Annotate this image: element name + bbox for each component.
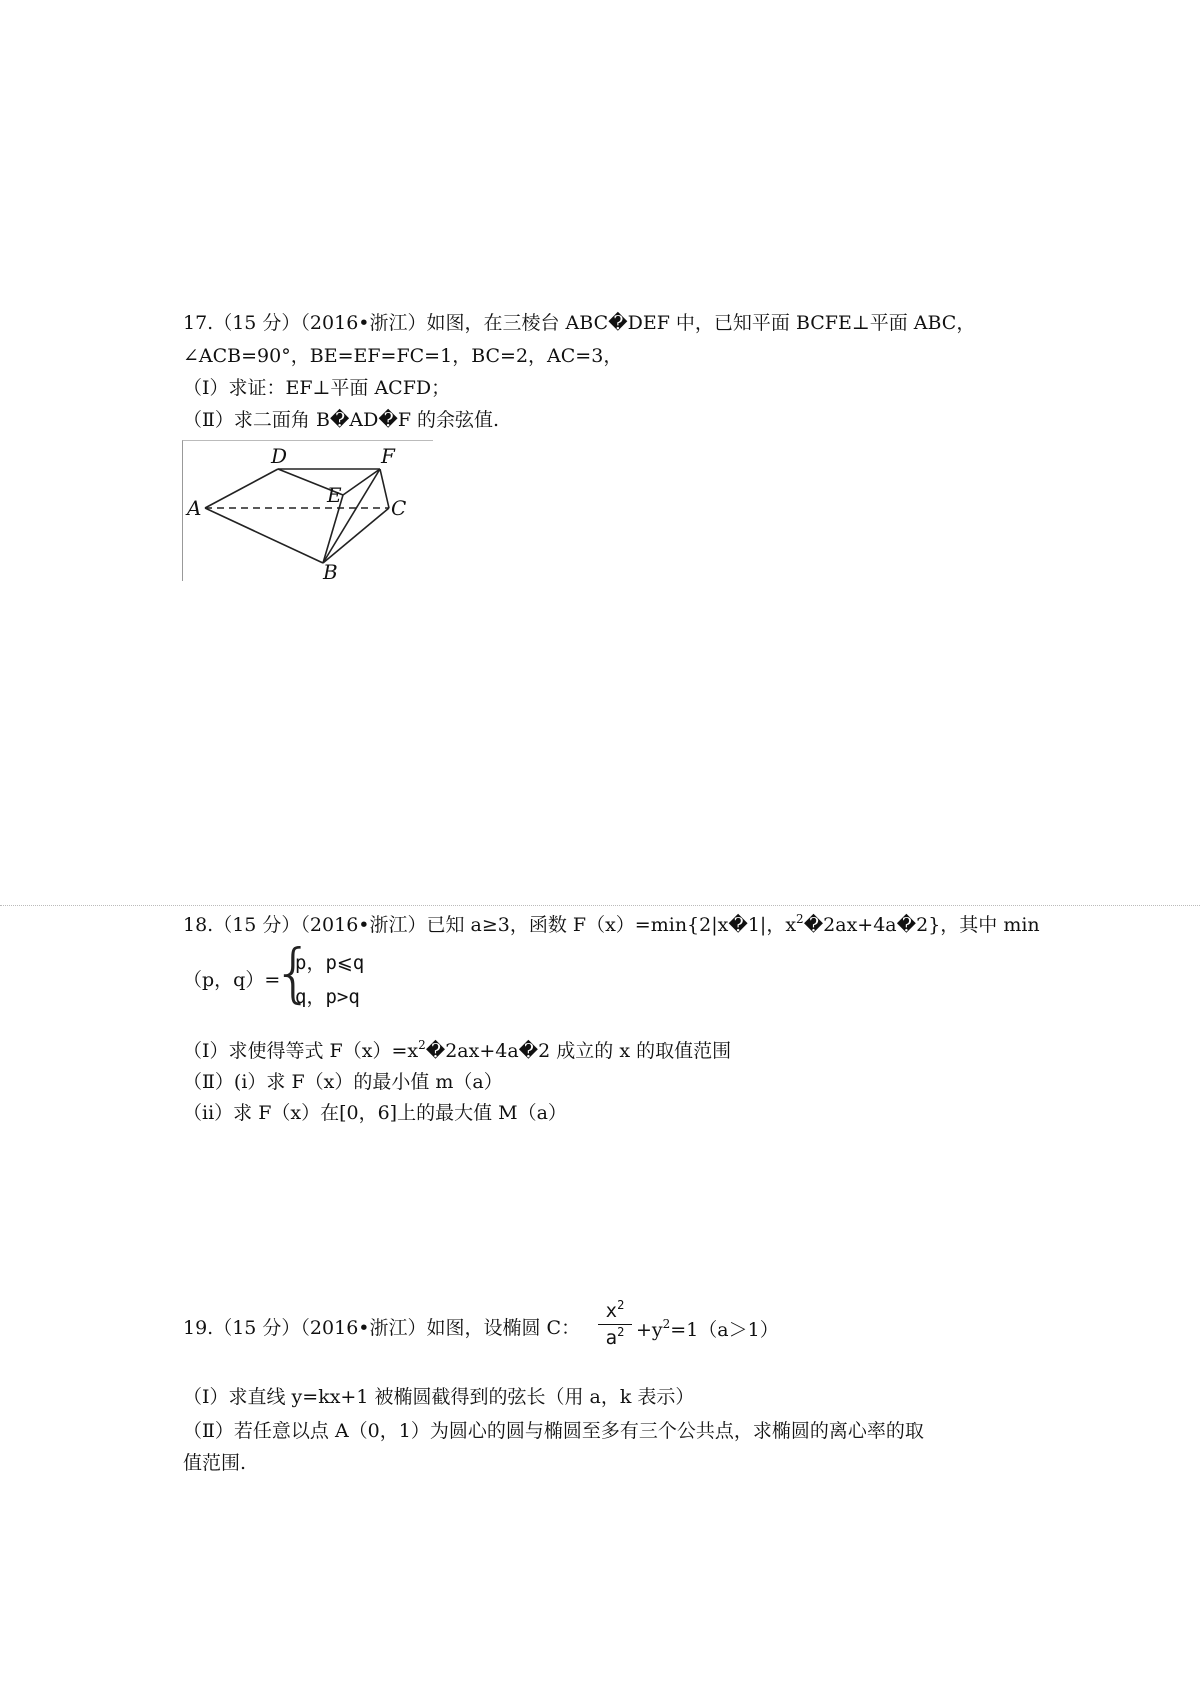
q18-part2-ii: （ii）求 F（x）在[0，6]上的最大值 M（a） [183,1102,567,1124]
q17-part2: （Ⅱ）求二面角 B�AD�F 的余弦值. [183,409,500,431]
q17-line1: 17.（15 分）（2016•浙江）如图，在三棱台 ABC�DEF 中，已知平面 BCFE⊥平面 ABC， [183,312,976,334]
vertex-label-f: F [381,444,395,468]
q18-line1-a: 18.（15 分）（2016•浙江）已知 a≥3，函数 F（x）=min{2|x�1|，x [183,914,797,936]
vertex-label-c: C [391,496,407,520]
eq-one: =1（a＞1） [670,1319,779,1341]
q18-line1 [183,912,1040,938]
vertex-label-e: E [327,483,342,507]
min-def-prefix: （p，q）= [183,969,281,991]
q18-part1-a: （Ⅰ）求使得等式 F（x）=x [183,1040,419,1062]
min-case-1: p，p⩽q [295,952,365,974]
edge-ef [343,469,380,495]
y-sup: 2 [662,1317,671,1331]
q18-line1-sup: 2 [796,912,804,926]
min-case-2: q，p>q [295,986,360,1008]
vertex-label-d: D [271,444,288,468]
q19-line1-tail [636,1315,779,1342]
left-brace-icon: { [273,937,314,1011]
den-a: a [605,1327,618,1349]
num-sup: 2 [617,1298,625,1312]
vertex-label-a: A [187,496,202,520]
q19-line1: 19.（15 分）（2016•浙江）如图，设椭圆 C： [183,1317,581,1339]
q18-part2-i: （Ⅱ）(i）求 F（x）的最小值 m（a） [183,1071,503,1093]
q18-part1-b: �2ax+4a�2 成立的 x 的取值范围 [425,1040,732,1062]
plus-y: +y [636,1319,663,1341]
num-x: x [605,1300,618,1322]
q19-part2-a: （Ⅱ）若任意以点 A（0，1）为圆心的圆与椭圆至多有三个公共点，求椭圆的离心率的取 [183,1420,924,1442]
q19-part1: （Ⅰ）求直线 y=kx+1 被椭圆截得到的弦长（用 a，k 表示） [183,1386,695,1408]
q17-line2: ∠ACB=90°，BE=EF=FC=1，BC=2，AC=3， [183,345,623,367]
fraction-bar [598,1324,632,1325]
q18-part1-sup: 2 [418,1038,426,1052]
q17-part1: （Ⅰ）求证：EF⊥平面 ACFD； [183,377,451,399]
fraction-numerator [598,1300,632,1322]
edge-ad [205,469,278,508]
frustum-figure [182,440,433,581]
fraction-denominator [598,1327,632,1349]
edge-cb [323,508,389,563]
ellipse-fraction [598,1300,632,1349]
frustum-diagram [183,441,433,581]
vertex-label-b: B [323,560,338,581]
edge-ab [205,508,323,563]
q19-part2-b: 值范围. [183,1452,247,1474]
q18-part1 [183,1038,731,1064]
den-sup: 2 [617,1325,625,1339]
edge-fc [380,469,389,508]
page-break-divider [0,905,1200,906]
q18-line1-b: �2ax+4a�2}，其中 min [803,914,1040,936]
